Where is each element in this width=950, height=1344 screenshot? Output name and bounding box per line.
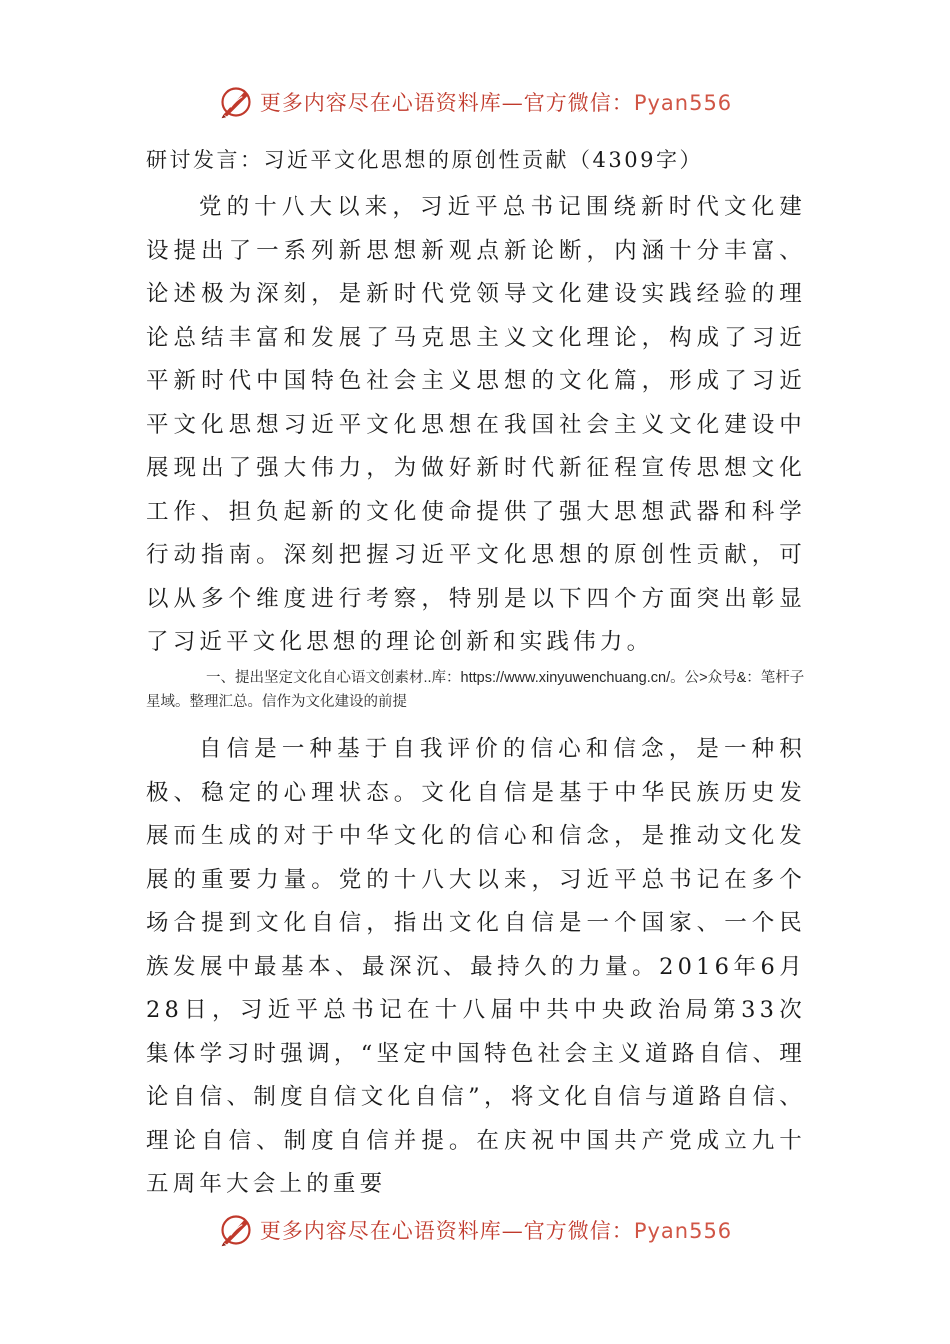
pen-logo-icon [218, 1212, 254, 1248]
section-heading [146, 666, 806, 714]
banner-text: 更多内容尽在心语资料库—官方微信：Pyan556 [259, 91, 733, 115]
paragraph-confidence-text: 自信是一种基于自我评价的信心和信念，是一种积极、稳定的心理状态。文化自信是基于中华民族历史发展而生成的对于中华文化的信心和信念，是推动文化发展的重要力量。党的十八大以来，习近平总书记在多个场合提到文化自信，指出文化自信是一个国家、一个民族发展中最基本、最深沉、最持久的力量。2016年6月28日，习近平总书记在十八届中共中央政治局第33次集体学习时强调，“坚定中国特色社会主义道路自信、理论自信、制度自信文化自信”，将文化自信与道路自信、理论自信、制度自信并提。在庆祝中国共产党成立九十五周年大会上的重要 [146, 736, 806, 1197]
document-title: 研讨发言：习近平文化思想的原创性贡献（4309字） [146, 148, 703, 172]
wechat-id: Pyan556 [633, 91, 733, 115]
section-heading-text: 一、提出坚定文化自心语文创素材..库：https://www.xinyuwenchuang.cn/。公>众号&：笔杆子星域。整理汇总。信作为文化建设的前提 [146, 670, 805, 710]
banner-text: 更多内容尽在心语资料库—官方微信：Pyan556 [259, 1219, 733, 1243]
paragraph-intro-text: 党的十八大以来，习近平总书记围绕新时代文化建设提出了一系列新思想新观点新论断，内涵十分丰富、论述极为深刻，是新时代党领导文化建设实践经验的理论总结丰富和发展了马克思主义文化理论，构成了习近平新时代中国特色社会主义思想的文化篇，形成了习近平文化思想习近平文化思想在我国社会主义文化建设中展现出了强大伟力，为做好新时代新征程宣传思想文化工作、担负起新的文化使命提供了强大思想武器和科学行动指南。深刻把握习近平文化思想的原创性贡献，可以从多个维度进行考察，特别是以下四个方面突出彰显了习近平文化思想的理论创新和实践伟力。 [146, 194, 806, 655]
pen-logo-icon [218, 84, 254, 120]
paragraph-intro [146, 186, 806, 665]
paragraph-confidence [146, 728, 806, 1207]
header-banner [0, 80, 950, 124]
footer-banner [0, 1208, 950, 1252]
wechat-id: Pyan556 [633, 1219, 733, 1243]
